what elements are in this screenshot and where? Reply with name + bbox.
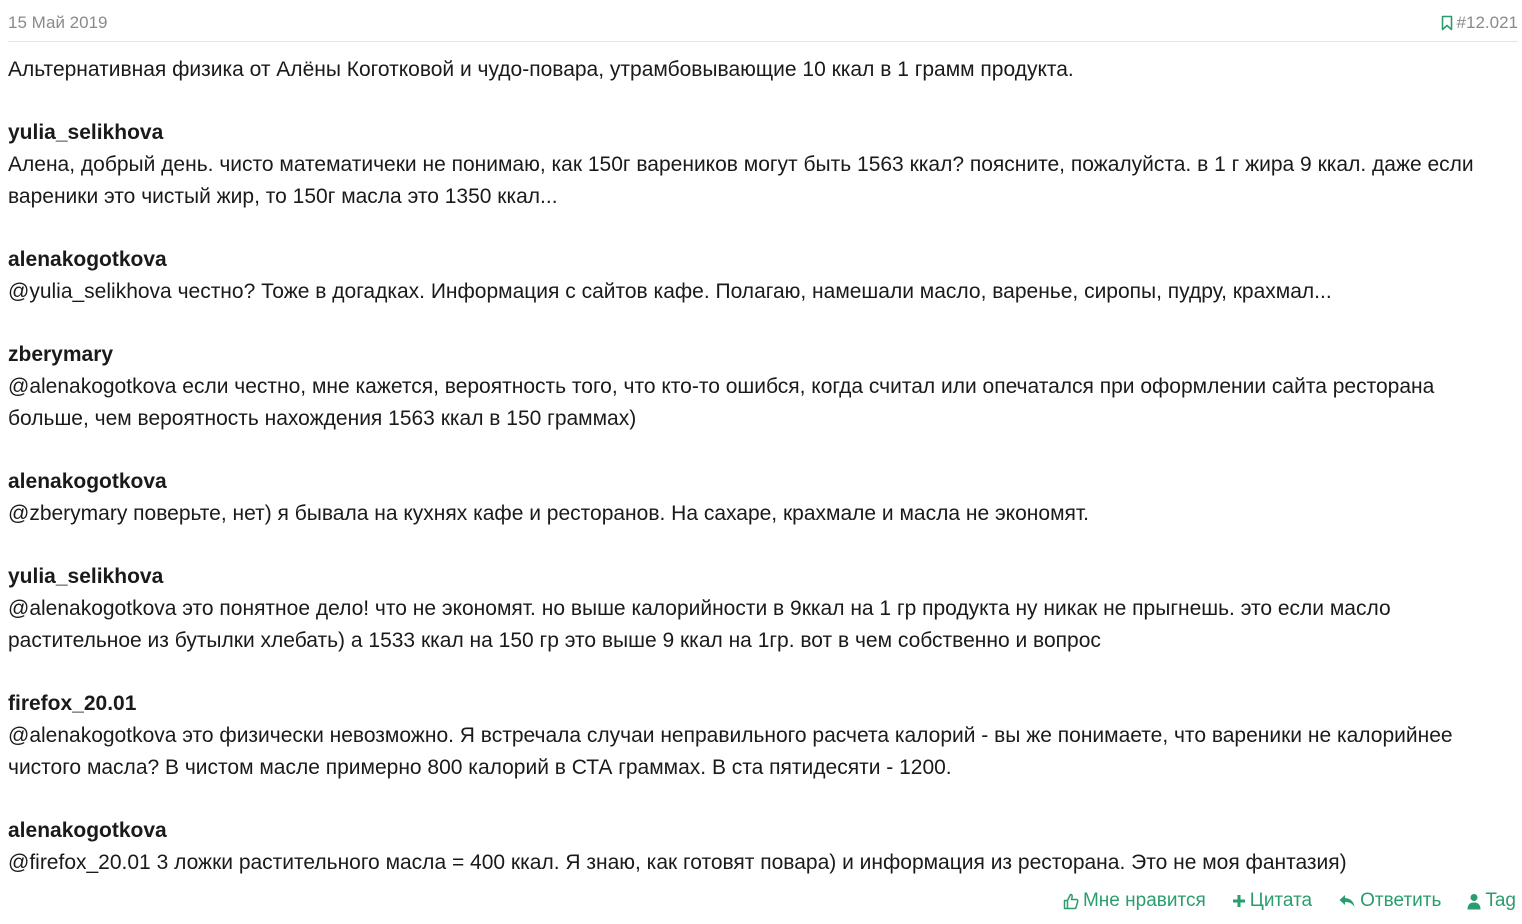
comment-text: @alenakogotkova это физически невозможно. Я встречала случаи неправильного расчета калорий - вы же понимаете, что вареники не калорийнее чистого масла? В чистом масле примерно 800 калорий в СТА граммах. В ста пятидесяти - 1200. (8, 724, 1453, 779)
user-icon (1467, 893, 1481, 910)
reply-button[interactable] (1338, 890, 1441, 912)
quote-button[interactable] (1232, 890, 1312, 912)
comment-author[interactable]: zberymary (8, 343, 114, 366)
comment-text: Алена, добрый день. чисто математичеки не понимаю, как 150г вареников могут быть 1563 ккал? поясните, пожалуйста. в 1 г жира 9 ккал. даже если вареники это чистый жир, то 150г масла это 1350 ккал... (8, 153, 1474, 208)
comment-author[interactable]: yulia_selikhova (8, 565, 164, 588)
bookmark-icon (1441, 15, 1453, 31)
post-actions (1063, 890, 1516, 912)
comment-text: @firefox_20.01 3 ложки растительного масла = 400 ккал. Я знаю, как готовят повара) и информация из ресторана. Это не моя фантазия) (8, 851, 1347, 874)
post-date: 15 Май 2019 (8, 13, 108, 32)
comment (8, 117, 1518, 213)
comment (8, 688, 1518, 784)
comment-author[interactable]: alenakogotkova (8, 470, 167, 493)
comment-text: @alenakogotkova это понятное дело! что не экономят. но выше калорийности в 9ккал на 1 гр продукта ну никак не прыгнешь. это если масло растительное из бутылки хлебать) а 1533 ккал на 150 гр это выше 9 ккал на 1гр. вот в чем собственно и вопрос (8, 597, 1391, 652)
post-header (8, 0, 1518, 42)
post-id-link[interactable] (1441, 13, 1518, 33)
tag-label: Tag (1485, 890, 1516, 911)
reply-arrow-icon (1338, 893, 1356, 909)
quote-label: Цитата (1249, 890, 1313, 911)
comment-text: @alenakogotkova если честно, мне кажется, вероятность того, что кто-то ошибся, когда считал или опечатался при оформлении сайта ресторана больше, чем вероятность нахождения 1563 ккал в 150 граммах) (8, 375, 1435, 430)
comment-text: @zberymary поверьте, нет) я бывала на кухнях кафе и ресторанов. На сахаре, крахмале и масла не экономят. (8, 502, 1089, 525)
comment-author[interactable]: alenakogotkova (8, 248, 167, 271)
post-body (8, 54, 1518, 910)
like-label: Мне нравится (1082, 890, 1206, 911)
comment-text: @yulia_selikhova честно? Тоже в догадках. Информация с сайтов кафе. Полагаю, намешали масло, варенье, сиропы, пудру, крахмал... (8, 280, 1332, 303)
plus-icon (1232, 894, 1246, 908)
post-id-label: #12.021 (1456, 13, 1518, 32)
comment-author[interactable]: yulia_selikhova (8, 121, 164, 144)
comment (8, 561, 1518, 657)
reply-label: Ответить (1360, 890, 1442, 911)
comment (8, 339, 1518, 435)
post-intro: Альтернативная физика от Алёны Коготковой и чудо-повара, утрамбовывающие 10 ккал в 1 грамм продукта. (8, 58, 1074, 81)
tag-button[interactable] (1467, 890, 1516, 912)
comment-author[interactable]: alenakogotkova (8, 819, 167, 842)
like-button[interactable] (1063, 890, 1206, 912)
thumbs-up-icon (1063, 893, 1079, 910)
comment-author[interactable]: firefox_20.01 (8, 692, 137, 715)
comment (8, 244, 1518, 308)
comment (8, 466, 1518, 530)
comment (8, 815, 1518, 879)
